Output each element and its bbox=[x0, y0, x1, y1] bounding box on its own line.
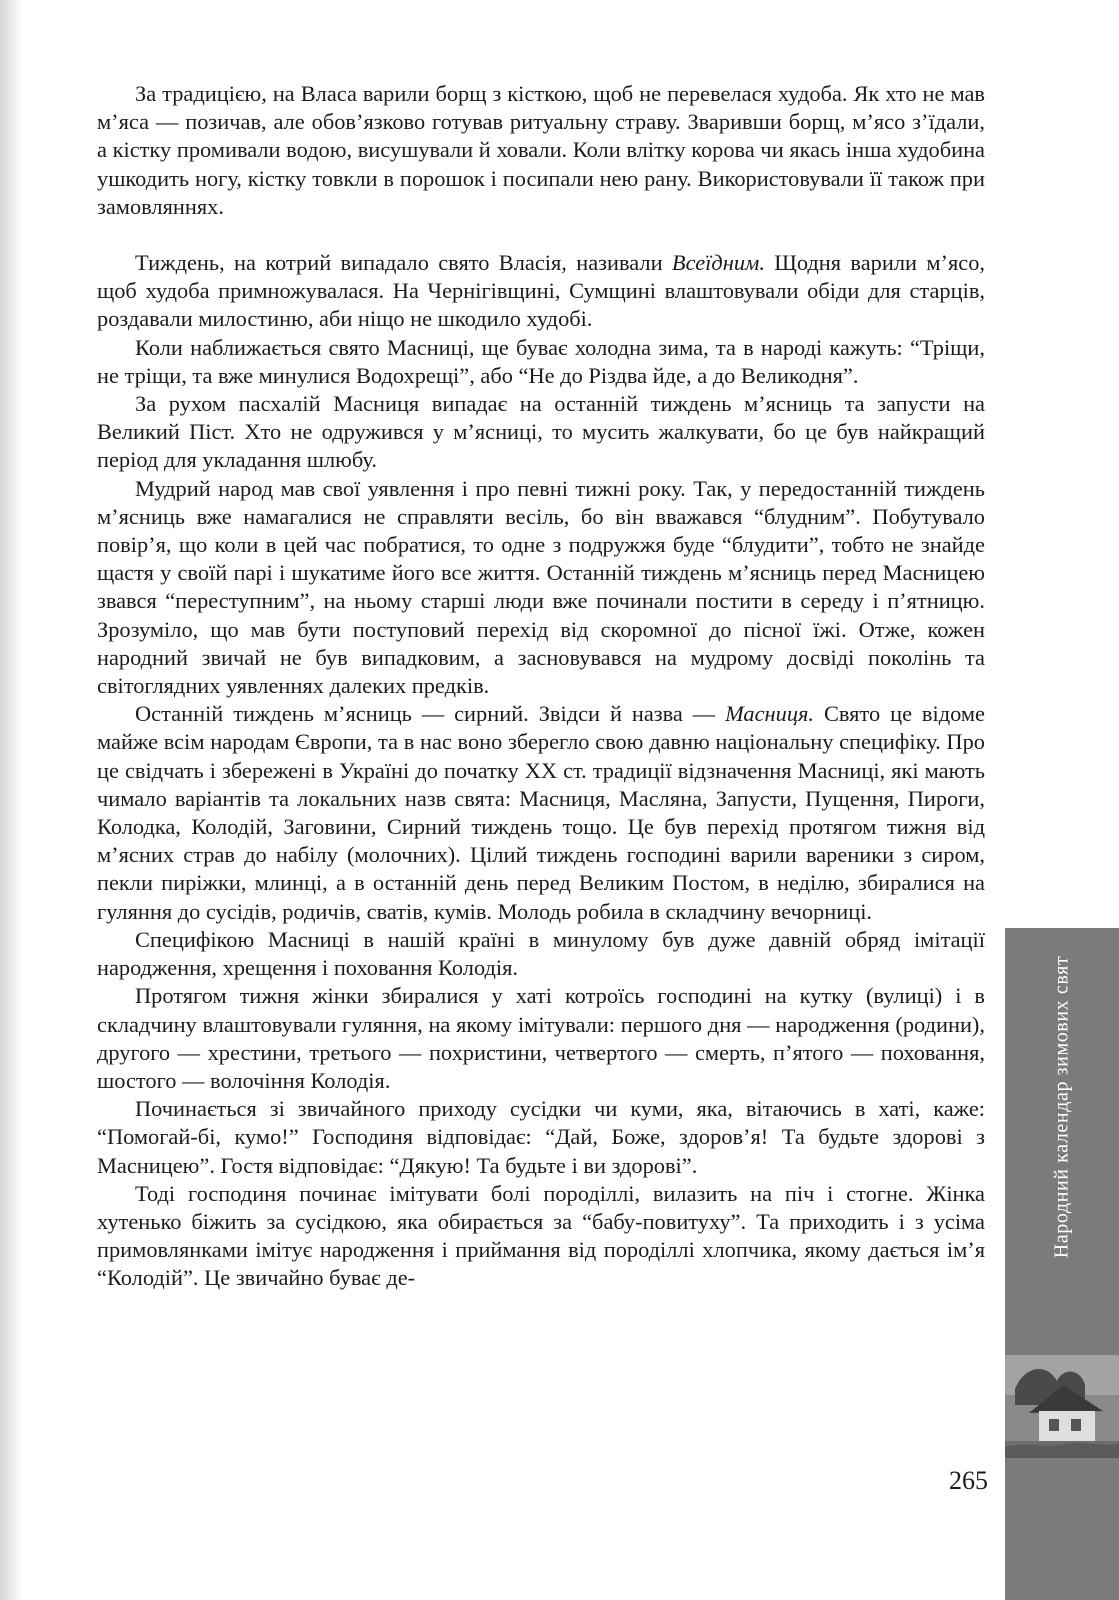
main-text-column bbox=[97, 80, 985, 1293]
paragraph-gap bbox=[97, 221, 985, 249]
text-run: Тиждень, на котрий випадало свято Власія, називали bbox=[135, 250, 672, 276]
paragraph-birth-imitation: Тоді господиня починає імітувати болі породіллі, вилазить на піч і стогне. Жінка хутенько біжить за сусідкою, яка обирається за “бабу-повитуху”. Та приходить і з усіма примовлянками імітує народження і приймання від породіллі хлопчика, якому дається ім’я “Колодій”. Це звичайно буває де- bbox=[97, 1180, 985, 1291]
paragraph-week-beliefs: Мудрий народ мав свої уявлення і про певні тижні року. Так, у передостанній тиждень м’ясниць вже намагалися не справляти весіль, бо він вважався “блудним”. Побутувало повір’я, що коли в цей час побратися, то одне з подружжя буде “блудити”, тобто не знайде щастя у своїй парі і шукатиме його все життя. Останній тиждень м’ясниць перед Масницею звався “переступним”, на ньому старші люди вже починали постити в середу і п’ятницю. Зрозуміло, що мав бути поступовий перехід від скоромної до пісної їжі. Отже, кожен народний звичай не був випадковим, а засновувався на мудрому досвіді поколінь та світоглядних уявленнях далеких предків. bbox=[97, 475, 985, 699]
chapter-side-title: Народний календар зимових свят bbox=[1050, 955, 1073, 1259]
italic-term: Масниця. bbox=[725, 701, 815, 727]
village-hut-image bbox=[1005, 1355, 1119, 1458]
text-run: Свято це відоме майже всім народам Європи, та в нас воно зберегло свою давню національну специфіку. Про це свідчать і збережені в Україні до початку XX ст. традиції відзначення Масниці, які мають чимало варіантів та локальних назв свята: Масниця, Масляна, Запусти, Пущення, Пироги, Колодка, Колодій, Заговини, Сирний тиждень тощо. Це був перехід протягом тижня від м’ясних страв до набілу (молочних). Цілий тиждень господині варили вареники з сиром, пекли пиріжки, млинці, а в останній день перед Великим Постом, в неділю, збиралися на гуляння до сусідів, родичів, сватів, кумів. Молодь робила в складчину вечорниці. bbox=[97, 701, 985, 924]
page-number: 265 bbox=[949, 1466, 988, 1495]
paragraph-week-celebration: Протягом тижня жінки збиралися у хаті котроїсь господині на кутку (вулиці) і в складчину влаштовували гуляння, на якому імітували: першого дня — народження (родини), другого — хрестини, третього — похристини, четвертого — смерть, п’ятого — поховання, шостого — волочіння Колодія. bbox=[97, 983, 985, 1093]
paragraph-paschal-cycle: За рухом пасхалій Масниця випадає на останній тиждень м’ясниць та запусти на Великий Піст. Хто не одружився у м’ясниці, то мусить жалкувати, бо це був найкращий період для укладання шлюбу. bbox=[97, 391, 985, 473]
paragraph-greeting: Починається зі звичайного приходу сусідки чи куми, яка, вітаючись в хаті, каже: “Помогай-бі, кумо!” Господиня відповідає: “Дай, Боже, здоров’я! Та будьте здорові з Масницею”. Гостя відповідає: “Дякую! Та будьте і ви здорові”. bbox=[97, 1096, 985, 1178]
text-run: Останній тиждень м’ясниць — сирний. Звідси й назва — bbox=[135, 701, 726, 727]
paragraph-vseidnyi-week bbox=[97, 249, 985, 334]
paragraph-kolodii-rite: Специфікою Масниці в нашій країні в минулому був дуже давній обряд імітації народження, хрещення і поховання Колодія. bbox=[97, 926, 985, 981]
binding-gutter-shadow bbox=[0, 0, 22, 1600]
paragraph-masnytsia-approach: Коли наближається свято Масниці, ще буває холодна зима, та в народі кажуть: “Тріщи, не тріщи, та вже минулися Водохрещі”, або “Не до Різдва йде, а до Великодня”. bbox=[97, 334, 985, 388]
paragraph-vlas-borscht: За традицією, на Власа варили борщ з кісткою, щоб не перевелася худоба. Як хто не мав м’яса — позичав, але обов’язково готував ритуальну страву. Зваривши борщ, м’ясо з’їдали, а кістку промивали водою, висушували й ховали. Коли влітку корова чи якась інша худобина ушкодить ногу, кістку товкли в порошок і посипали нею рану. Використовували її також при замовляннях. bbox=[97, 81, 985, 219]
text-run: Щодня варили м’ясо, щоб худоба примножувалася. На Чернігівщині, Сумщині влаштовували обіди для старців, роздавали милостиню, аби ніщо не шкодило худобі. bbox=[97, 250, 985, 332]
italic-term: Всеїдним. bbox=[671, 250, 765, 276]
paragraph-cheese-week bbox=[97, 700, 985, 926]
